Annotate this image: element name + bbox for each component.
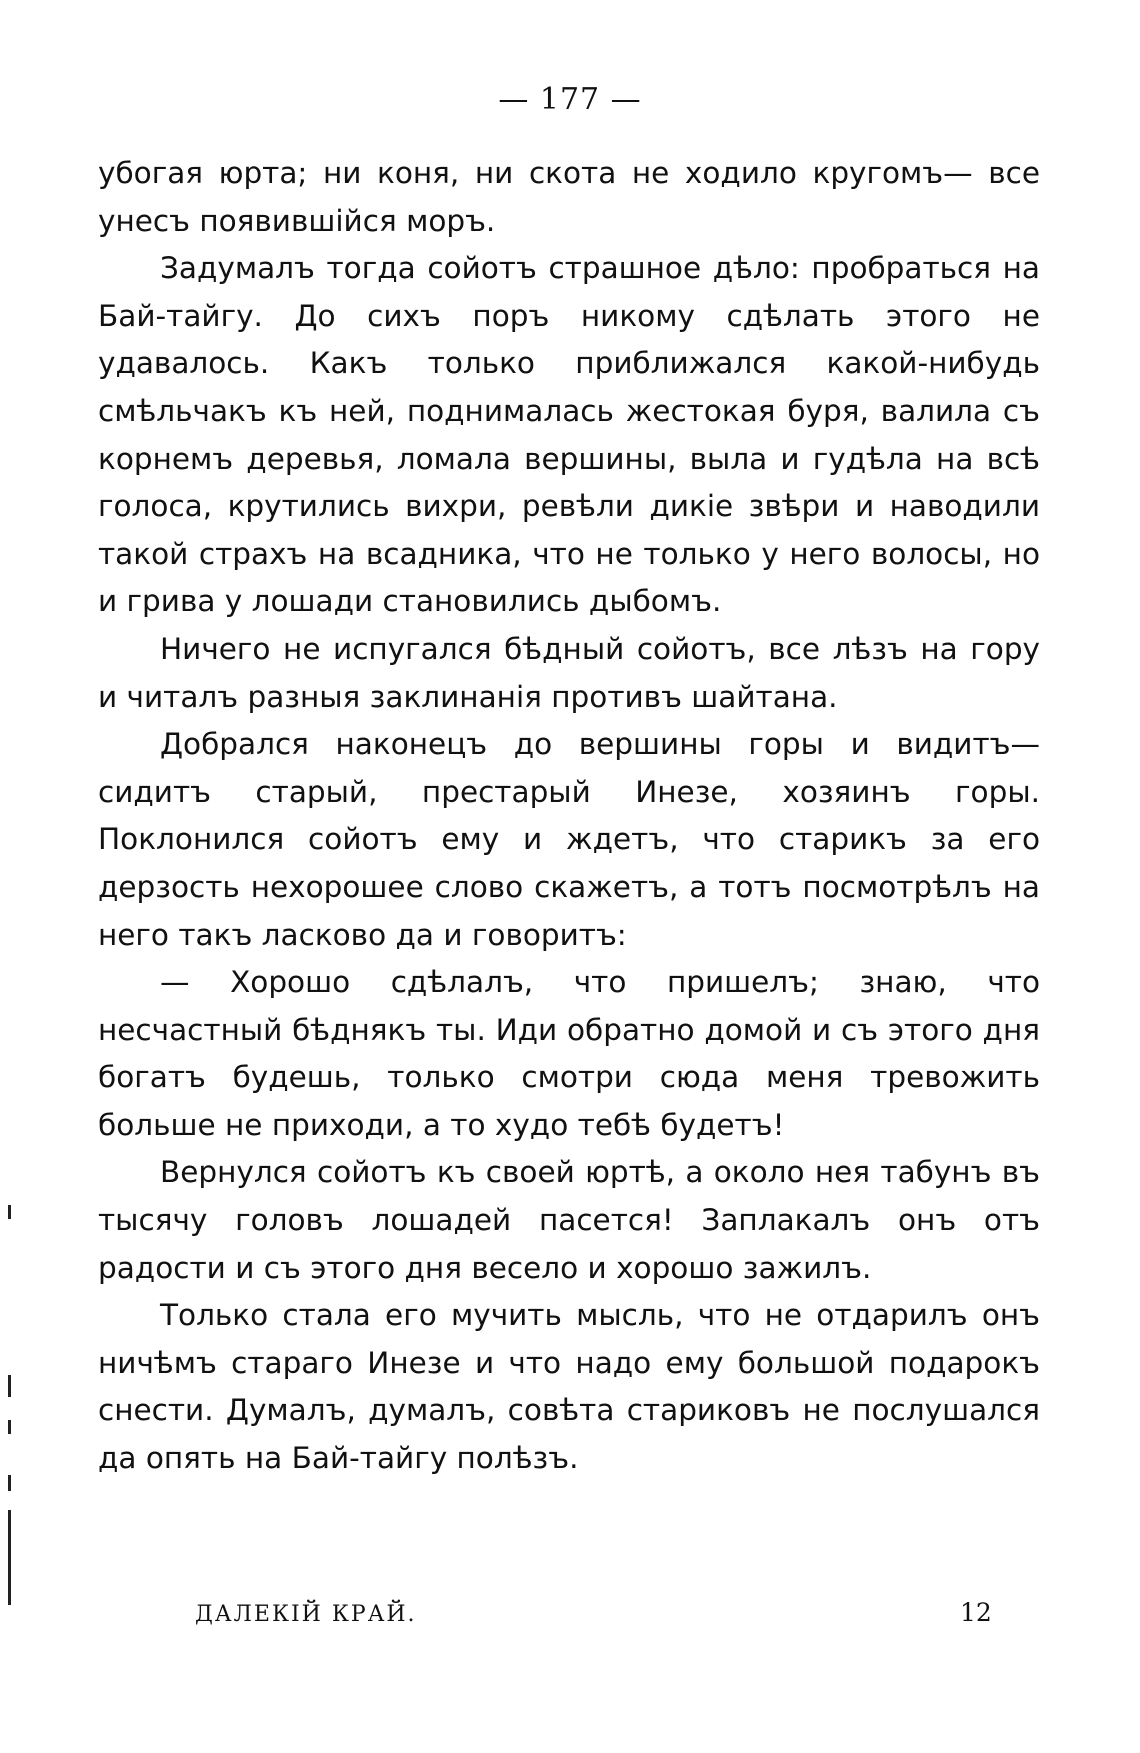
footer-sheet-number: 12 xyxy=(960,1598,992,1627)
scan-margin-mark xyxy=(8,1205,11,1219)
paragraph-1: убогая юрта; ни коня, ни скота не ходило кругомъ— все унесъ появившійся моръ. xyxy=(98,156,1040,238)
paragraph-4: Добрался наконецъ до вершины горы и видитъ— сидитъ старый, престарый Инезе, хозяинъ горы. Поклонился сойотъ ему и ждетъ, что старикъ за его дерзость нехорошее слово скажетъ, а тотъ посмотрѣлъ на него такъ ласково да и говоритъ: xyxy=(98,727,1040,952)
paragraph-5: — Хорошо сдѣлалъ, что пришелъ; знаю, что несчастный бѣднякъ ты. Иди обратно домой и съ этого дня богатъ будешь, только смотри сюда меня тревожить больше не приходи, а то худо тебѣ будетъ! xyxy=(98,965,1040,1142)
paragraph-2: Задумалъ тогда сойотъ страшное дѣло: пробраться на Бай-тайгу. До сихъ поръ никому сдѣлать этого не удавалось. Какъ только приближался какой-нибудь смѣльчакъ къ ней, поднималась жестокая буря, валила съ корнемъ деревья, ломала вершины, выла и гудѣла на всѣ голоса, крутились вихри, ревѣли дикіе звѣри и наводили такой страхъ на всадника, что не только у него волосы, но и грива у лошади становились дыбомъ. xyxy=(98,251,1040,619)
paragraph-7: Только стала его мучить мысль, что не отдарилъ онъ ничѣмъ стараго Инезе и что надо ему большой подарокъ снести. Думалъ, думалъ, совѣта стариковъ не послушался да опять на Бай-тайгу полѣзъ. xyxy=(98,1298,1040,1476)
scan-margin-mark xyxy=(8,1375,11,1397)
scan-margin-mark xyxy=(8,1475,11,1491)
footer-signature: ДАЛЕКІЙ КРАЙ. xyxy=(195,1602,417,1627)
paragraph-6: Вернулся сойотъ къ своей юртѣ, а около нея табунъ въ тысячу головъ лошадей пасется! Заплакалъ онъ отъ радости и съ этого дня весело и хорошо зажилъ. xyxy=(98,1155,1040,1285)
body-text xyxy=(98,150,1040,1483)
scan-margin-mark xyxy=(8,1510,11,1605)
scan-margin-mark xyxy=(8,1420,11,1434)
page-number: — 177 — xyxy=(498,82,642,117)
paragraph-3: Ничего не испугался бѣдный сойотъ, все лѣзъ на гору и читалъ разныя заклинанія противъ шайтана. xyxy=(98,631,1040,714)
